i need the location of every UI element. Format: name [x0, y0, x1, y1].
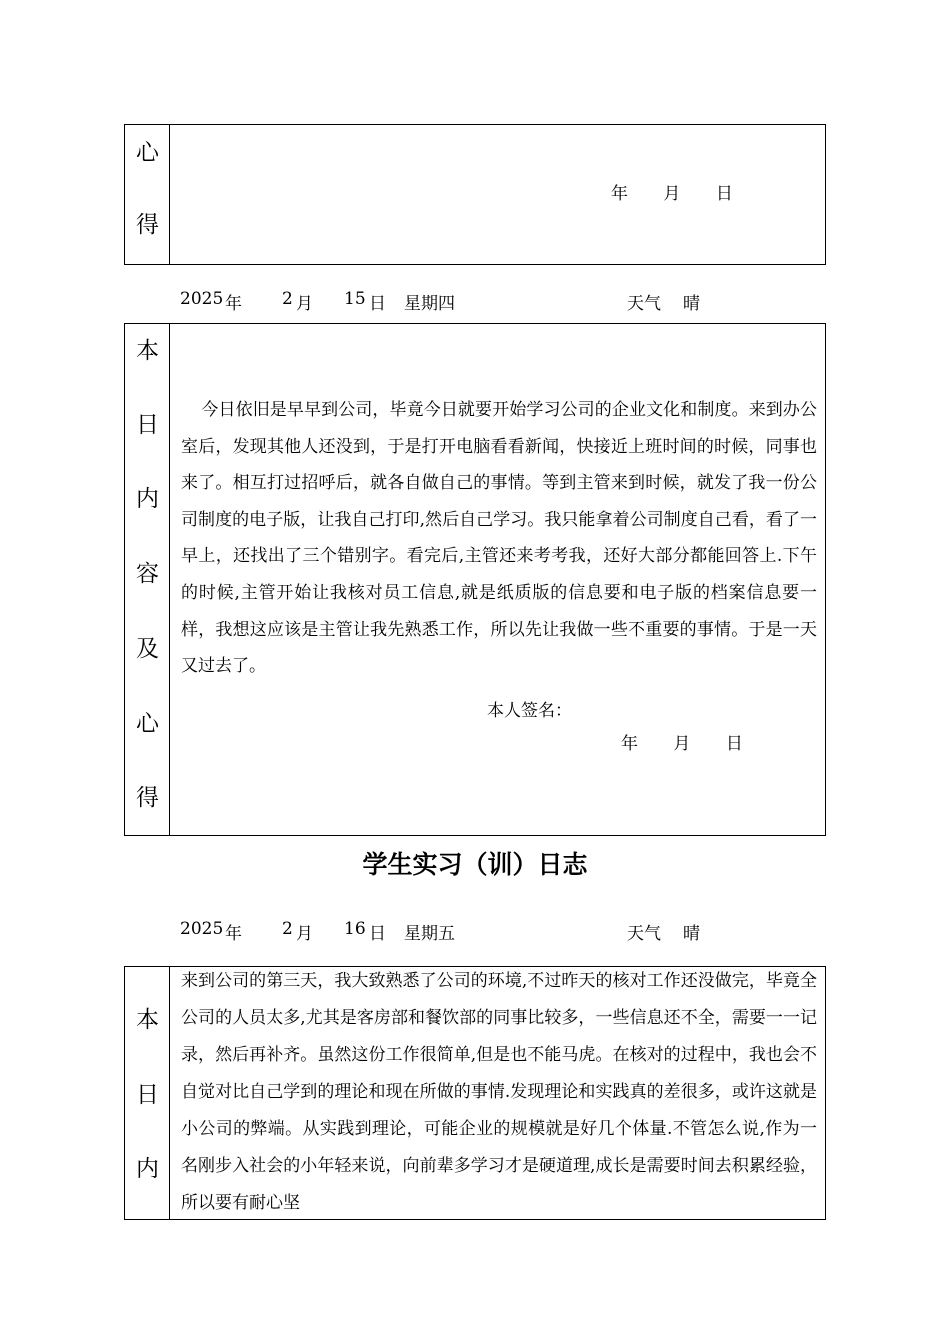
entry-date-line	[0, 919, 950, 943]
side-label-char: 本	[136, 1007, 159, 1033]
entry-text: 今日依旧是早早到公司，毕竟今日就要开始学习公司的企业文化和制度。来到办公室后，发现其他人还没到，于是打开电脑看看新闻，快接近上班时间的时候，同事也来了。相互打过招呼后，就各自做自己的事情。等到主管来到时候，就发了我一份公司制度的电子版，让我自己打印,然后自己学习。我只能拿着公司制度自己看，看了一早上，还找出了三个错别字。看完后,主管还来考考我，还好大部分都能回答上.下午的时候,主管开始让我核对员工信息,就是纸质版的信息要和电子版的档案信息要一样，我想这应该是主管让我先熟悉工作，所以先让我做一些不重要的事情。于是一天又过去了。	[181, 400, 817, 677]
weather-value: 晴	[683, 294, 700, 314]
year-field: 年	[611, 184, 628, 204]
weather-label: 天气	[627, 294, 661, 314]
day-unit: 日	[369, 294, 386, 314]
side-label-char: 及	[136, 636, 159, 662]
side-label-char: 日	[136, 412, 159, 438]
day-value: 15	[344, 289, 366, 309]
year-unit: 年	[225, 924, 242, 944]
side-label-column	[125, 125, 170, 264]
side-label-char: 得	[136, 785, 159, 811]
side-label-char: 内	[136, 1156, 159, 1182]
side-label-char: 心	[136, 711, 159, 737]
entry-text: 来到公司的第三天，我大致熟悉了公司的环境,不过昨天的核对工作还没做完，毕竟全公司的人员太多,尤其是客房部和餐饮部的同事比较多，一些信息还不全，需要一一记录，然后再补齐。虽然这份工作很简单,但是也不能马虎。在核对的过程中，我也会不自觉对比自己学到的理论和现在所做的事情.发现理论和实践真的差很多，或许这就是小公司的弊端。从实践到理论，可能企业的规模就是好几个体量.不管怎么说,作为一名刚步入社会的小年轻来说，向前辈多学习才是硬道理,成长是需要时间去积累经验，所以要有耐心坚	[181, 971, 817, 1213]
prev-entry-box	[124, 124, 826, 265]
month-field: 月	[673, 734, 691, 754]
month-value: 2	[282, 289, 293, 309]
weekday: 星期四	[404, 294, 455, 314]
prev-entry-content	[171, 125, 825, 264]
weather-value: 晴	[683, 924, 700, 944]
month-unit: 月	[296, 924, 313, 944]
day-field: 日	[715, 184, 733, 204]
month-unit: 月	[296, 294, 313, 314]
side-label-char: 心	[136, 140, 159, 166]
entry-box	[124, 323, 826, 836]
entry-content	[171, 967, 825, 1219]
entry-content	[171, 324, 825, 835]
weekday: 星期五	[404, 924, 455, 944]
side-label-char: 本	[136, 338, 159, 364]
date-fields	[611, 179, 733, 204]
side-label-column	[125, 967, 170, 1219]
month-field: 月	[663, 184, 681, 204]
side-label-char: 得	[136, 212, 159, 238]
signature-label: 本人签名：	[487, 701, 572, 721]
month-value: 2	[282, 919, 293, 939]
day-field: 日	[725, 734, 743, 754]
year-value: 2025	[180, 289, 224, 309]
side-label-column	[125, 324, 170, 835]
side-label-char: 内	[136, 486, 159, 512]
day-value: 16	[344, 919, 366, 939]
side-label-char: 容	[136, 561, 159, 587]
day-unit: 日	[369, 924, 386, 944]
page-title: 学生实习（训）日志	[362, 850, 588, 879]
year-unit: 年	[225, 294, 242, 314]
side-label-char: 日	[136, 1082, 159, 1108]
year-field: 年	[621, 734, 638, 754]
weather-label: 天气	[627, 924, 661, 944]
entry-date-line	[0, 289, 950, 313]
date-fields	[621, 729, 743, 754]
year-value: 2025	[180, 919, 224, 939]
entry-box	[124, 966, 826, 1220]
